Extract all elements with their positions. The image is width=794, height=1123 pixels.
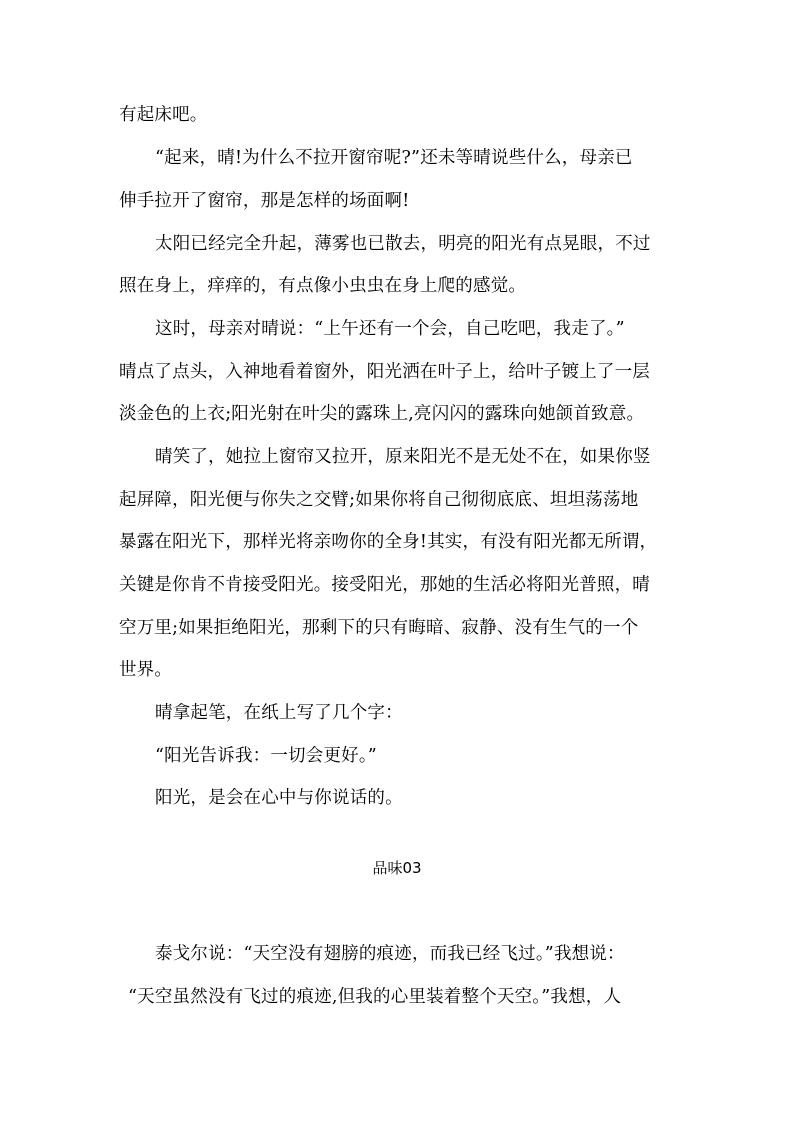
paragraph-line: 关键是你肯不肯接受阳光。接受阳光，那她的生活必将阳光普照，晴	[119, 575, 650, 595]
paragraph-line: 照在身上，痒痒的，有点像小虫虫在身上爬的感觉。	[119, 276, 527, 296]
paragraph-line: 空万里;如果拒绝阳光，那剩下的只有晦暗、寂静、没有生气的一个	[119, 618, 639, 638]
paragraph-line: 晴点了点头，入神地看着窗外，阳光洒在叶子上，给叶子镀上了一层	[119, 362, 650, 382]
paragraph-line: 晴拿起笔，在纸上写了几个字：	[155, 703, 403, 723]
paragraph-line: 伸手拉开了窗帘，那是怎样的场面啊!	[119, 191, 410, 211]
paragraph-line: 世界。	[119, 660, 173, 680]
section-heading: 品味03	[372, 859, 422, 877]
paragraph-line: 有起床吧。	[119, 105, 208, 125]
paragraph-line: “阳光告诉我：一切会更好。”	[155, 746, 377, 766]
paragraph-line: 泰戈尔说：“天空没有翅膀的痕迹，而我已经飞过。”我想说：	[155, 944, 625, 964]
paragraph-line: 阳光，是会在心中与你说话的。	[155, 788, 403, 808]
paragraph-line: “起来，晴!为什么不拉开窗帘呢?”还未等晴说些什么，母亲已	[155, 148, 633, 168]
paragraph-line: 淡金色的上衣;阳光射在叶尖的露珠上,亮闪闪的露珠向她颌首致意。	[119, 404, 645, 424]
paragraph-line: 起屏障，阳光便与你失之交臂;如果你将自己彻彻底底、坦坦荡荡地	[119, 490, 639, 510]
paragraph-line: “天空虽然没有飞过的痕迹,但我的心里装着整个天空。”我想，人	[128, 987, 622, 1007]
paragraph-line: 暴露在阳光下，那样光将亲吻你的全身!其实，有没有阳光都无所谓，	[119, 532, 658, 552]
paragraph-line: 太阳已经完全升起，薄雾也已散去，明亮的阳光有点晃眼，不过	[155, 234, 651, 254]
paragraph-line: 这时，母亲对晴说：“上午还有一个会，自己吃吧，我走了。”	[155, 319, 625, 339]
paragraph-line: 晴笑了，她拉上窗帘又拉开，原来阳光不是无处不在，如果你竖	[155, 447, 651, 467]
